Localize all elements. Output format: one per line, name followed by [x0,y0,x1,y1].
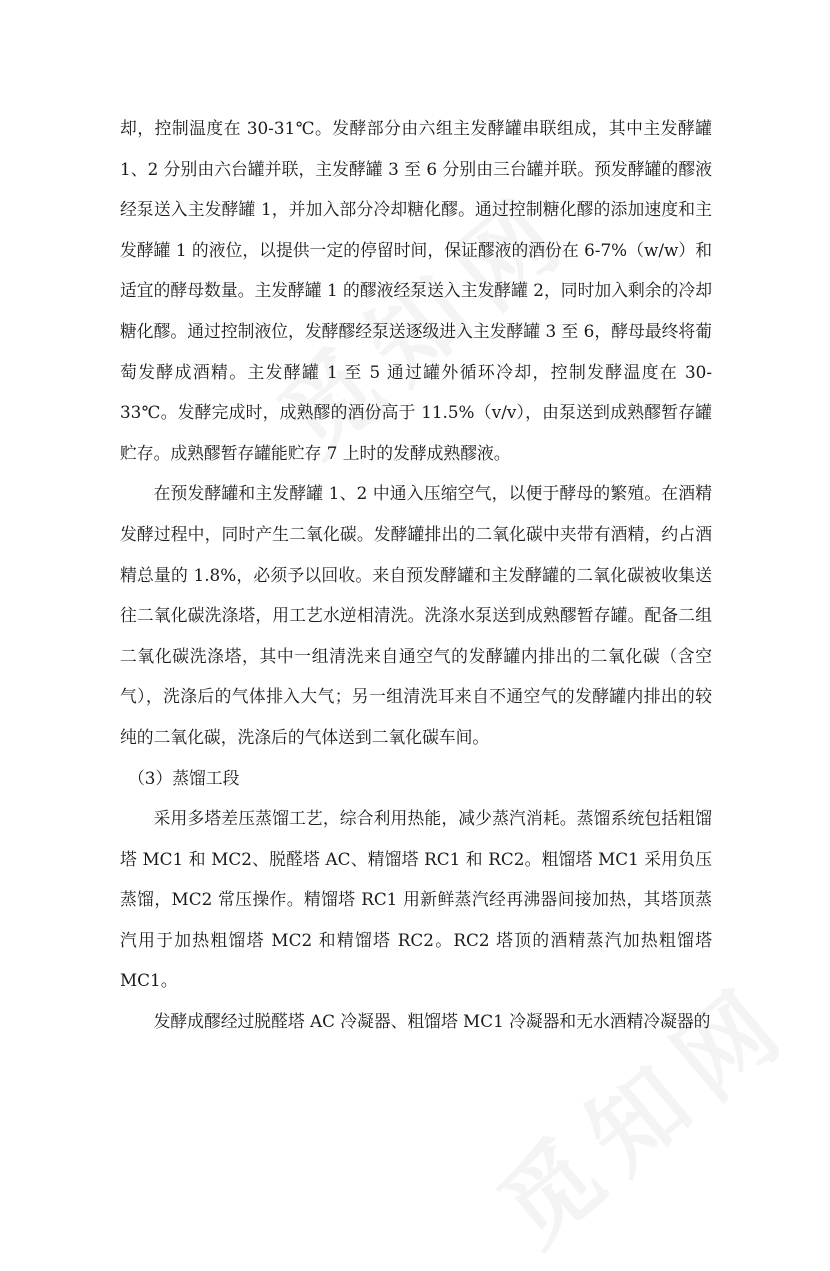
paragraph-distillation-system: 采用多塔差压蒸馏工艺，综合利用热能，减少蒸汽消耗。蒸馏系统包括粗馏塔 MC1 和 MC2、脱醛塔 AC、精馏塔 RC1 和 RC2。粗馏塔 MC1 采用负压蒸馏，MC2 常压操作。精馏塔 RC1 用新鲜蒸汽经再沸器间接加热，其塔顶蒸汽用于加热粗馏塔 MC2 和精馏塔 RC2。RC2 塔顶的酒精蒸汽加热粗馏塔 MC1。 [120,808,712,991]
paragraph-co2-recovery: 在预发酵罐和主发酵罐 1、2 中通入压缩空气，以便于酵母的繁殖。在酒精发酵过程中，同时产生二氧化碳。发酵罐排出的二氧化碳中夹带有酒精，约占酒精总量的 1.8%，必须予以回收。来自预发酵罐和主发酵罐的二氧化碳被收集送往二氧化碳洗涤塔，用工艺水逆相清洗。洗涤水泵送到成熟醪暂存罐。配备二组二氧化碳洗涤塔，其中一组清洗来自通空气的发酵罐内排出的二氧化碳（含空气），洗涤后的气体排入大气；另一组清洗耳来自不通空气的发酵罐内排出的较纯的二氧化碳，洗涤后的气体送到二氧化碳车间。 [120,483,712,747]
document-body [120,108,712,1042]
paragraph-fermentation-process: 却，控制温度在 30-31℃。发酵部分由六组主发酵罐串联组成，其中主发酵罐 1、2 分别由六台罐并联，主发酵罐 3 至 6 分别由三台罐并联。预发酵罐的醪液经泵送入主发酵罐 1，并加入部分冷却糖化醪。通过控制糖化醪的添加速度和主发酵罐 1 的液位，以提供一定的停留时间，保证醪液的酒份在 6-7%（w/w）和适宜的酵母数量。主发酵罐 1 的醪液经泵送入主发酵罐 2，同时加入剩余的冷却糖化醪。通过控制液位，发酵醪经泵送逐级进入主发酵罐 3 至 6，酵母最终将葡萄发酵成酒精。主发酵罐 1 至 5 通过罐外循环冷却，控制发酵温度在 30-33℃。发酵完成时，成熟醪的酒份高于 11.5%（v/v），由泵送到成熟醪暂存罐贮存。成熟醪暂存罐能贮存 7 上时的发酵成熟醪液。 [120,118,712,463]
paragraph-mash-condensers: 发酵成醪经过脱醛塔 AC 冷凝器、粗馏塔 MC1 冷凝器和无水酒精冷凝器的 [153,1011,711,1032]
section-heading-distillation: （3）蒸馏工段 [128,767,240,788]
